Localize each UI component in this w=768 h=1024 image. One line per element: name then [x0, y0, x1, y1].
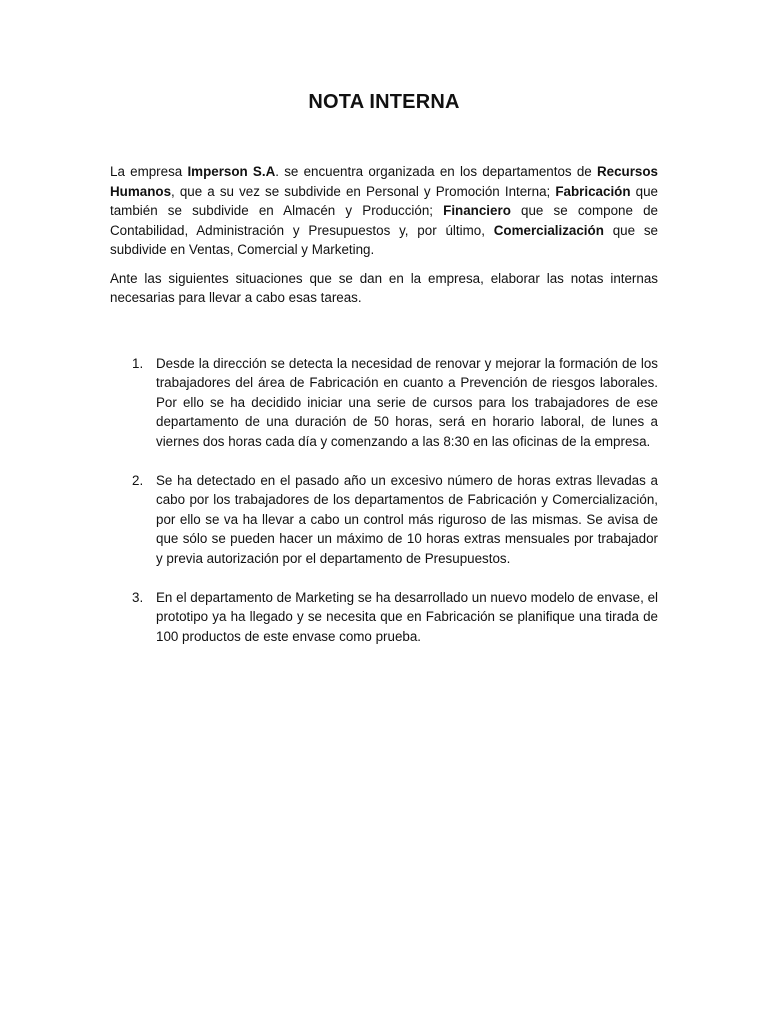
intro-text-6: que se subdivide en Ventas, Comercial y Marketing.	[110, 222, 658, 257]
list-item-number: 1.	[132, 355, 144, 371]
list-item-text: Desde la dirección se detecta la necesidad de renovar y mejorar la formación de los trabajadores del área de Fabricación en cuanto a Prevención de riesgos laborales. Por ello se ha decidido iniciar una serie de cursos para los trabajadores de ese departamento de una duración de 50 horas, será en horario laboral, de lunes a viernes dos horas cada día y comenzando a las 8:30 en las oficinas de la empresa.	[156, 355, 658, 449]
intro-text-4: que también se subdivide en Almacén y Producción;	[110, 183, 658, 218]
list-item-text: Se ha detectado en el pasado año un excesivo número de horas extras llevadas a cabo por los trabajadores de los departamentos de Fabricación y Comercialización, por ello se va ha llevar a cabo un control más riguroso de las mismas. Se avisa de que sólo se pueden hacer un máximo de 10 horas extras mensuales por trabajador y previa autorización por el departamento de Presupuestos.	[156, 472, 658, 566]
list-item	[110, 354, 658, 452]
document-page	[110, 88, 658, 666]
dept-recursos-humanos: Recursos Humanos	[110, 164, 658, 199]
list-item	[110, 588, 658, 647]
intro-text-1: La empresa	[110, 164, 188, 179]
list-item-text: En el departamento de Marketing se ha desarrollado un nuevo modelo de envase, el prototipo ya ha llegado y se necesita que en Fabricación se planifique una tirada de 100 productos de este envase como prueba.	[156, 589, 658, 644]
dept-comercializacion: Comercialización	[493, 222, 604, 238]
document-title: NOTA INTERNA	[308, 91, 460, 113]
list-item-number: 3.	[132, 589, 144, 605]
situations-list	[110, 354, 658, 647]
company-name: Imperson S.A	[187, 164, 276, 179]
intro-text-5: que se compone de Contabilidad, Administración y Presupuestos y, por último,	[110, 203, 658, 238]
intro-text-2: . se encuentra organizada en los departamentos de	[275, 164, 597, 179]
list-item-number: 2.	[132, 472, 144, 488]
list-item	[110, 471, 658, 569]
dept-fabricacion: Fabricación	[555, 183, 631, 199]
instruction-paragraph: Ante las siguientes situaciones que se dan en la empresa, elaborar las notas internas necesarias para llevar a cabo esas tareas.	[110, 270, 658, 305]
intro-text-3: , que a su vez se subdivide en Personal y Promoción Interna;	[171, 183, 556, 199]
dept-financiero: Financiero	[443, 203, 511, 218]
intro-paragraph	[110, 162, 658, 260]
